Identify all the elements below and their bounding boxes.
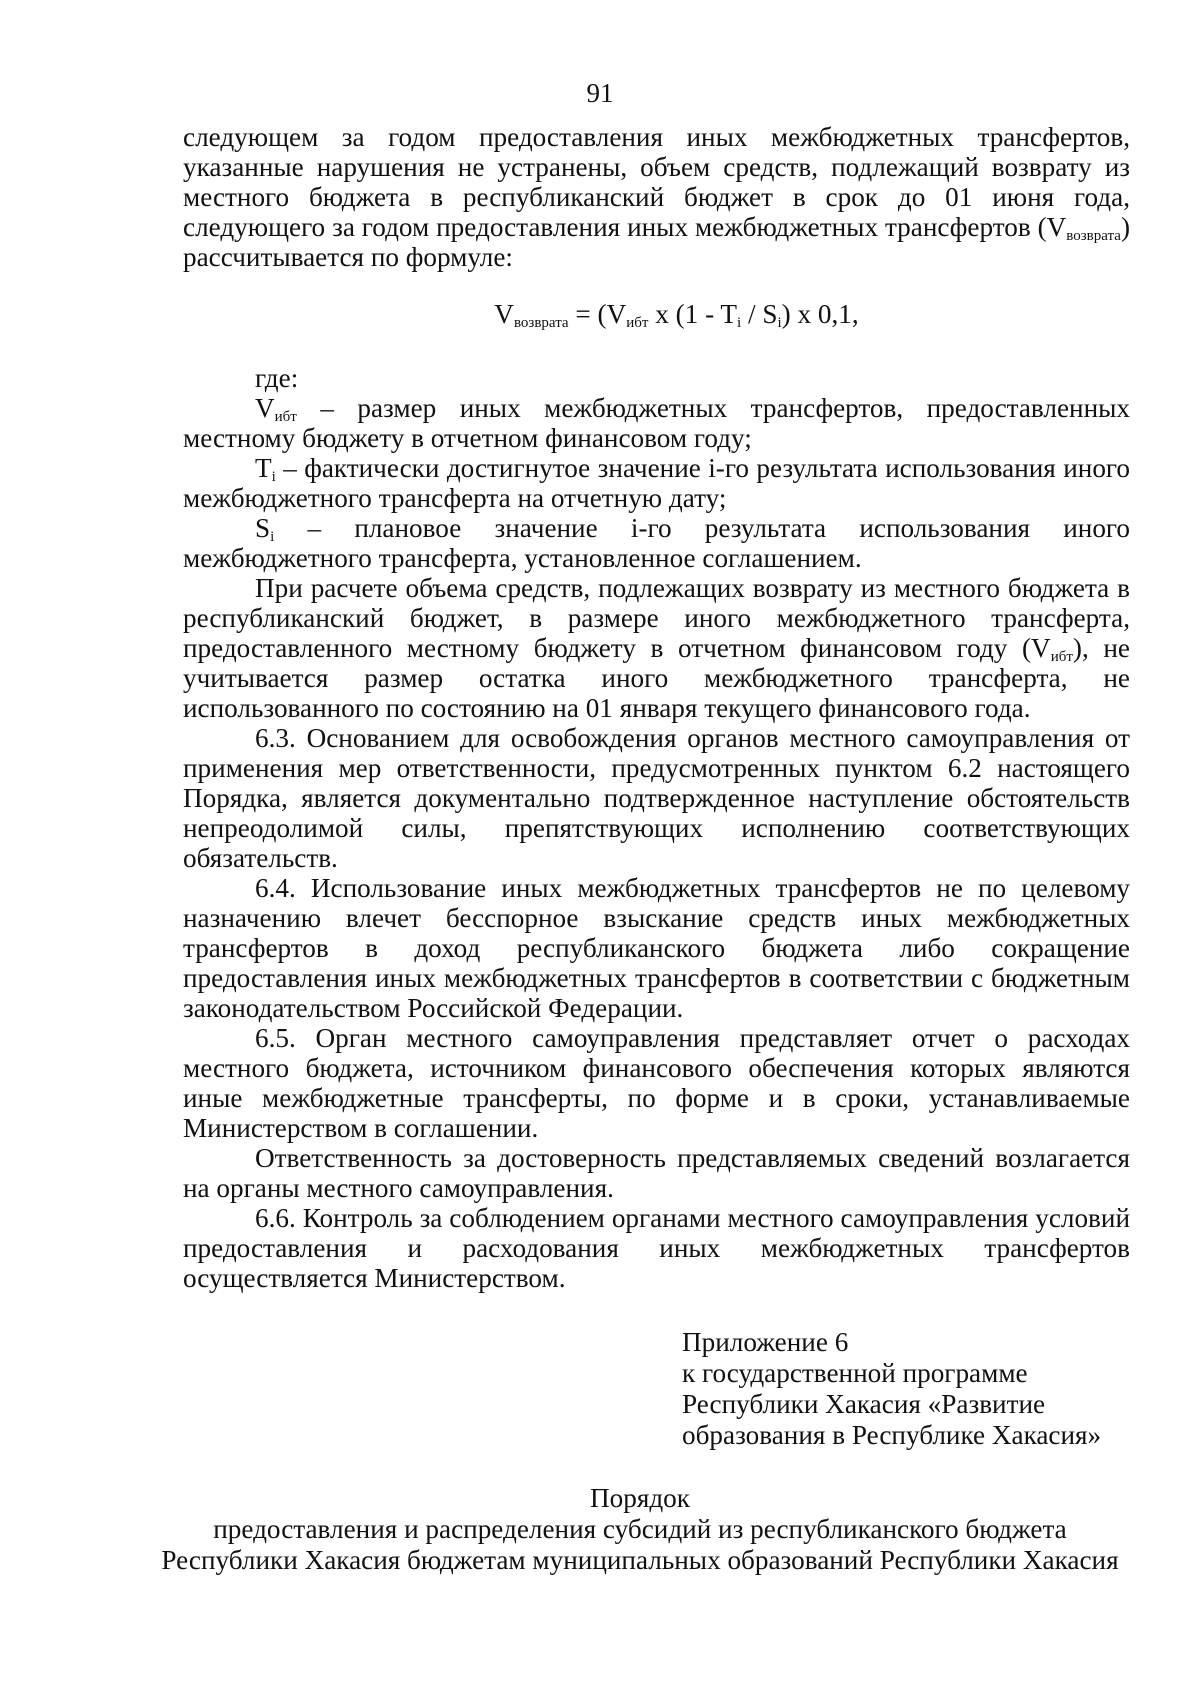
intro-text: следующем за годом предоставления иных межбюджетных трансфертов, указанные нарушения не устранены, объем средств, подлежащий возврату из местного бюджета в республиканский бюджет в срок до 01 июня года, следующего за годом предоставления иных межбюджетных трансфертов (V [183, 122, 1130, 242]
appendix-header [682, 1327, 1142, 1451]
paragraph-text: ), не учитывается размер остатка иного межбюджетного трансферта, не использованного по состоянию на 01 января текущего финансового года. [183, 633, 1130, 723]
subscript: возврата [513, 315, 569, 331]
document-body [183, 122, 1130, 1293]
definition-si [183, 513, 1130, 573]
intro-text-end: ) рассчитывается по формуле: [183, 212, 1130, 272]
definition-text: – размер иных межбюджетных трансфертов, предоставленных местному бюджету в отчетном финансовом году; [183, 393, 1130, 453]
subscript: возврата [1066, 228, 1121, 244]
subscript: ибт [626, 315, 649, 331]
paragraph-6-5: 6.5. Орган местного самоуправления представляет отчет о расходах местного бюджета, источником финансового обеспечения которых являются иные межбюджетные трансферты, по форме и в сроки, устанавливаемые Министерством в соглашении. [183, 1023, 1130, 1143]
title-line: предоставления и распределения субсидий из республиканского бюджета [213, 1514, 1067, 1544]
formula-part: ) x 0,1, [781, 299, 859, 329]
page-number: 91 [586, 78, 614, 108]
section-title [150, 1483, 1130, 1576]
definition-vibt [183, 393, 1130, 453]
definition-text: – плановое значение i-го результата использования иного межбюджетного трансферта, установленное соглашением. [183, 513, 1130, 573]
title-heading: Порядок [590, 1483, 690, 1513]
paragraph-6-3: 6.3. Основанием для освобождения органов местного самоуправления от применения мер ответственности, предусмотренных пунктом 6.2 настоящего Порядка, является документально подтвержденное наступление обстоятельств непреодолимой силы, препятствующих исполнению соответствующих обязательств. [183, 723, 1130, 873]
appendix-line: образования в Республике Хакасия» [682, 1420, 1102, 1450]
formula-part: / S [741, 299, 778, 329]
definition-text: – фактически достигнутое значение i-го результата использования иного межбюджетного трансферта на отчетную дату; [183, 453, 1130, 513]
symbol: S [255, 513, 271, 543]
subscript: i [270, 529, 275, 545]
subscript: i [271, 469, 276, 485]
paragraph-6-4: 6.4. Использование иных межбюджетных трансфертов не по целевому назначению влечет бесспорное взыскание средств иных межбюджетных трансфертов в доход республиканского бюджета либо сокращение предоставления иных межбюджетных трансфертов в соответствии с бюджетным законодательством Российской Федерации. [183, 873, 1130, 1023]
paragraph-text: При расчете объема средств, подлежащих возврату из местного бюджета в республиканский бюджет, в размере иного межбюджетного трансферта, предоставленного местному бюджету в отчетном финансовом году (V [183, 573, 1130, 663]
symbol: V [255, 393, 275, 423]
where-label: где: [255, 363, 299, 393]
title-line: Республики Хакасия бюджетам муниципальных образований Республики Хакасия [161, 1545, 1119, 1575]
formula-part: x (1 - T [648, 299, 738, 329]
intro-paragraph [183, 122, 1130, 272]
appendix-line: Приложение 6 [682, 1327, 849, 1357]
appendix-line: Республики Хакасия «Развитие [682, 1389, 1046, 1419]
calculation-paragraph [183, 573, 1130, 723]
responsibility-paragraph: Ответственность за достоверность представляемых сведений возлагается на органы местного самоуправления. [183, 1143, 1130, 1203]
appendix-line: к государственной программе [682, 1358, 1028, 1388]
subscript: i [777, 315, 782, 331]
formula-symbol: V [494, 299, 514, 329]
definition-ti [183, 453, 1130, 513]
formula-part: = (V [568, 299, 627, 329]
subscript: ибт [1050, 649, 1073, 665]
subscript: i [737, 315, 742, 331]
symbol: T [255, 453, 272, 483]
formula [183, 299, 1130, 329]
subscript: ибт [274, 409, 297, 425]
paragraph-6-6: 6.6. Контроль за соблюдением органами местного самоуправления условий предоставления и расходования иных межбюджетных трансфертов осуществляется Министерством. [183, 1203, 1130, 1293]
